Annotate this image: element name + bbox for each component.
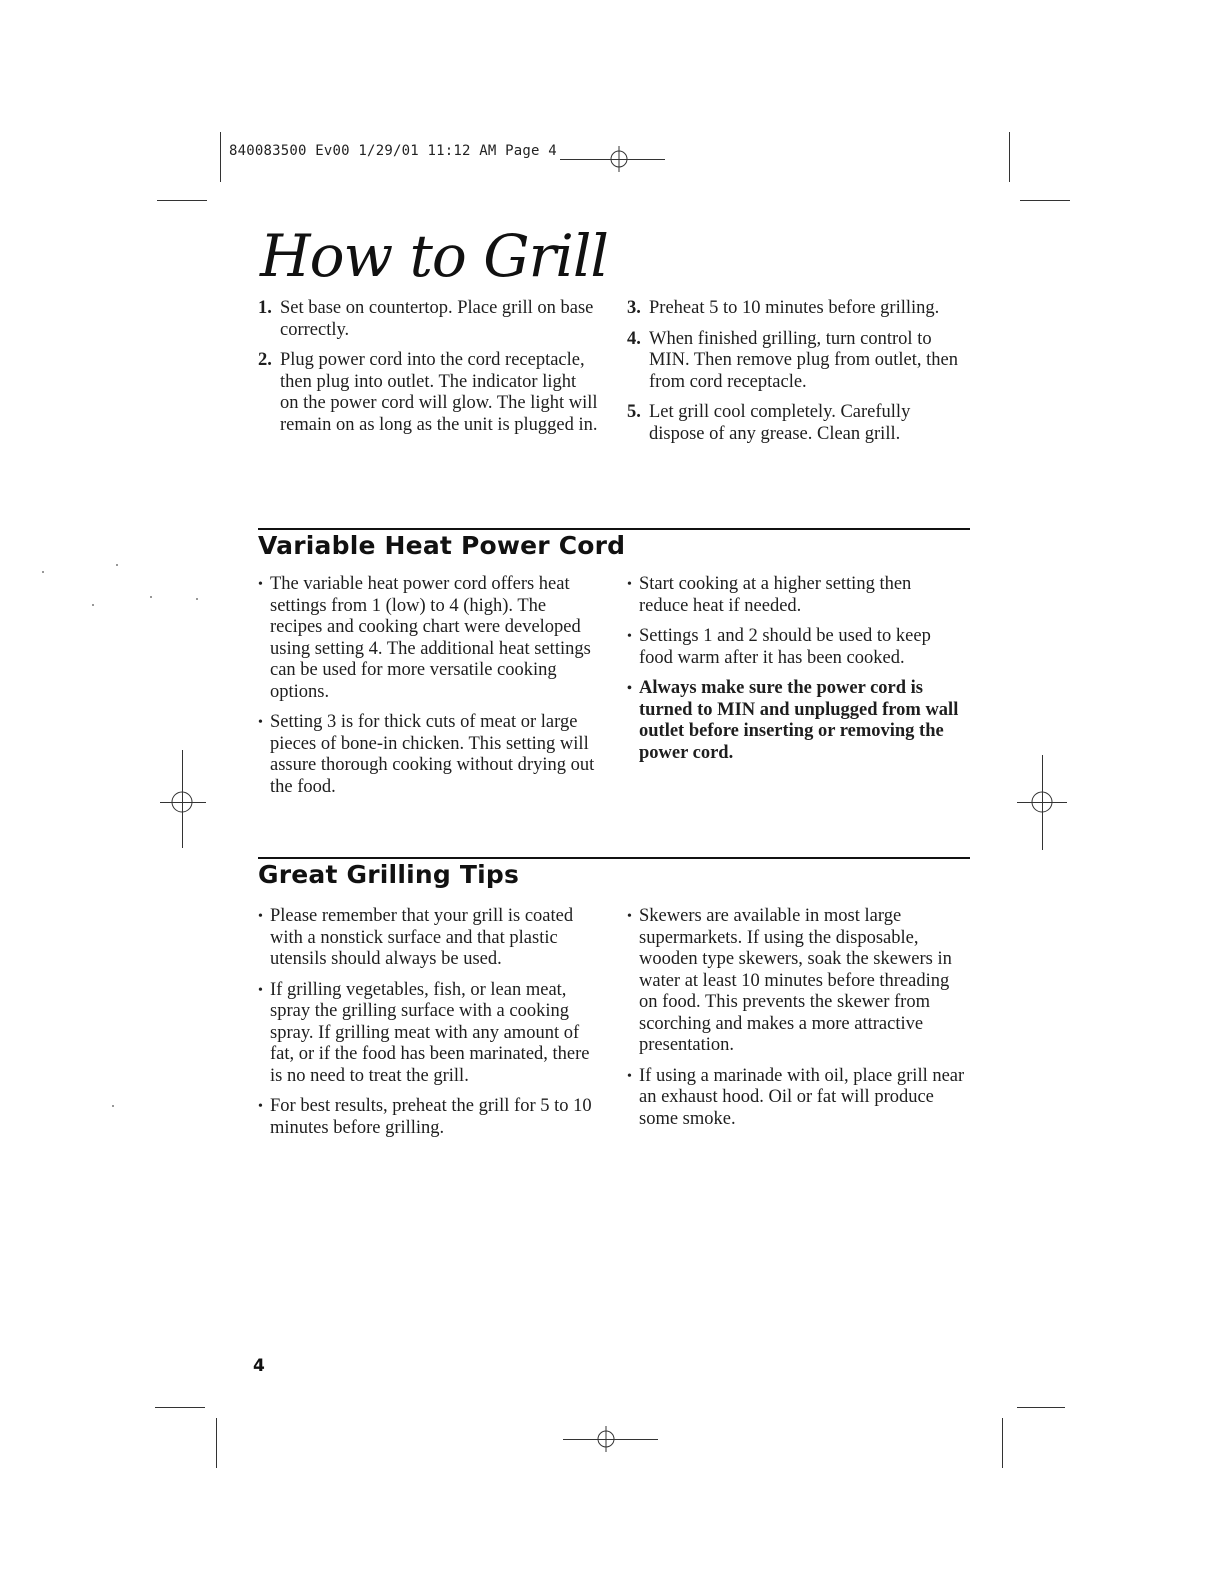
variable-heat-column-left xyxy=(258,574,598,807)
tips-column-left xyxy=(258,906,598,1148)
scan-speck xyxy=(42,571,44,573)
section-title-variable-heat: Variable Heat Power Cord xyxy=(258,531,626,560)
crop-mark-top-left-vertical xyxy=(220,132,221,182)
crop-mark-top-right-horizontal xyxy=(1020,200,1070,201)
step-item: 5. Let grill cool completely. Carefully dispose of any grease. Clean grill. xyxy=(627,402,911,444)
crop-mark-bottom-left-horizontal xyxy=(155,1407,205,1408)
crop-mark-top-left-horizontal xyxy=(157,200,207,201)
steps-column-left xyxy=(258,298,598,445)
bullet-item: • Setting 3 is for thick cuts of meat or large pieces of bone-in chicken. This setting will assure thorough cooking without drying out the food. xyxy=(258,712,598,798)
page-number: 4 xyxy=(253,1356,265,1376)
bullet-item: • Start cooking at a higher setting then reduce heat if needed. xyxy=(627,574,962,617)
crop-mark-bottom-left-vertical xyxy=(216,1418,217,1468)
bullet-item: • Settings 1 and 2 should be used to keep food warm after it has been cooked. xyxy=(627,626,962,669)
registration-mark-right-icon xyxy=(1029,789,1055,815)
registration-mark-left-icon xyxy=(169,789,195,815)
bullet-item: • Please remember that your grill is coated with a nonstick surface and that plastic utensils should always be used. xyxy=(258,906,598,971)
step-item: 4. When finished grilling, turn control to MIN. Then remove plug from outlet, then from cord receptacle. xyxy=(627,328,958,392)
warning-bullet-item: • Always make sure the power cord is turned to MIN and unplugged from wall outlet before inserting or removing the power cord. xyxy=(627,678,962,764)
steps-column-right xyxy=(627,298,962,454)
variable-heat-column-right xyxy=(627,574,962,773)
step-item: 1. Set base on countertop. Place grill on base correctly. xyxy=(258,298,594,340)
scan-speck xyxy=(196,598,198,600)
bullet-item: • The variable heat power cord offers heat settings from 1 (low) to 4 (high). The recipes and cooking chart were developed using setting 4. The additional heat settings can be used for more versatile cooking options. xyxy=(258,574,598,703)
bullet-item: • For best results, preheat the grill for 5 to 10 minutes before grilling. xyxy=(258,1096,598,1139)
step-item: 3. Preheat 5 to 10 minutes before grilling. xyxy=(627,298,940,318)
registration-line xyxy=(560,159,665,160)
tips-column-right xyxy=(627,906,967,1139)
crop-mark-top-right-vertical xyxy=(1009,132,1010,182)
scan-speck xyxy=(92,604,94,606)
bullet-item: • If using a marinade with oil, place grill near an exhaust hood. Oil or fat will produce some smoke. xyxy=(627,1066,967,1131)
bullet-item: • Skewers are available in most large supermarkets. If using the disposable, wooden type skewers, soak the skewers in water at least 10 minutes before threading on food. This prevents the skewer from scorching and makes a more attractive presentation. xyxy=(627,906,967,1057)
section-rule xyxy=(258,857,970,859)
scan-speck xyxy=(112,1105,114,1107)
section-title-grilling-tips: Great Grilling Tips xyxy=(258,860,520,889)
page-title: How to Grill xyxy=(260,222,608,290)
registration-line-bottom xyxy=(563,1439,658,1440)
scan-speck xyxy=(116,564,118,566)
section-rule xyxy=(258,528,970,530)
step-item: 2. Plug power cord into the cord receptacle, then plug into outlet. The indicator light on the power cord will glow. The light will remain on as long as the unit is plugged in. xyxy=(258,350,598,435)
bullet-item: • If grilling vegetables, fish, or lean meat, spray the grilling surface with a cooking spray. If grilling meat with any amount of fat, or if the food has been marinated, there is no need to treat the grill. xyxy=(258,980,598,1088)
crop-mark-bottom-right-horizontal xyxy=(1017,1407,1065,1408)
scan-speck xyxy=(150,596,152,598)
crop-mark-bottom-right-vertical xyxy=(1002,1418,1003,1468)
print-slug: 840083500 Ev00 1/29/01 11:12 AM Page 4 xyxy=(229,143,557,159)
